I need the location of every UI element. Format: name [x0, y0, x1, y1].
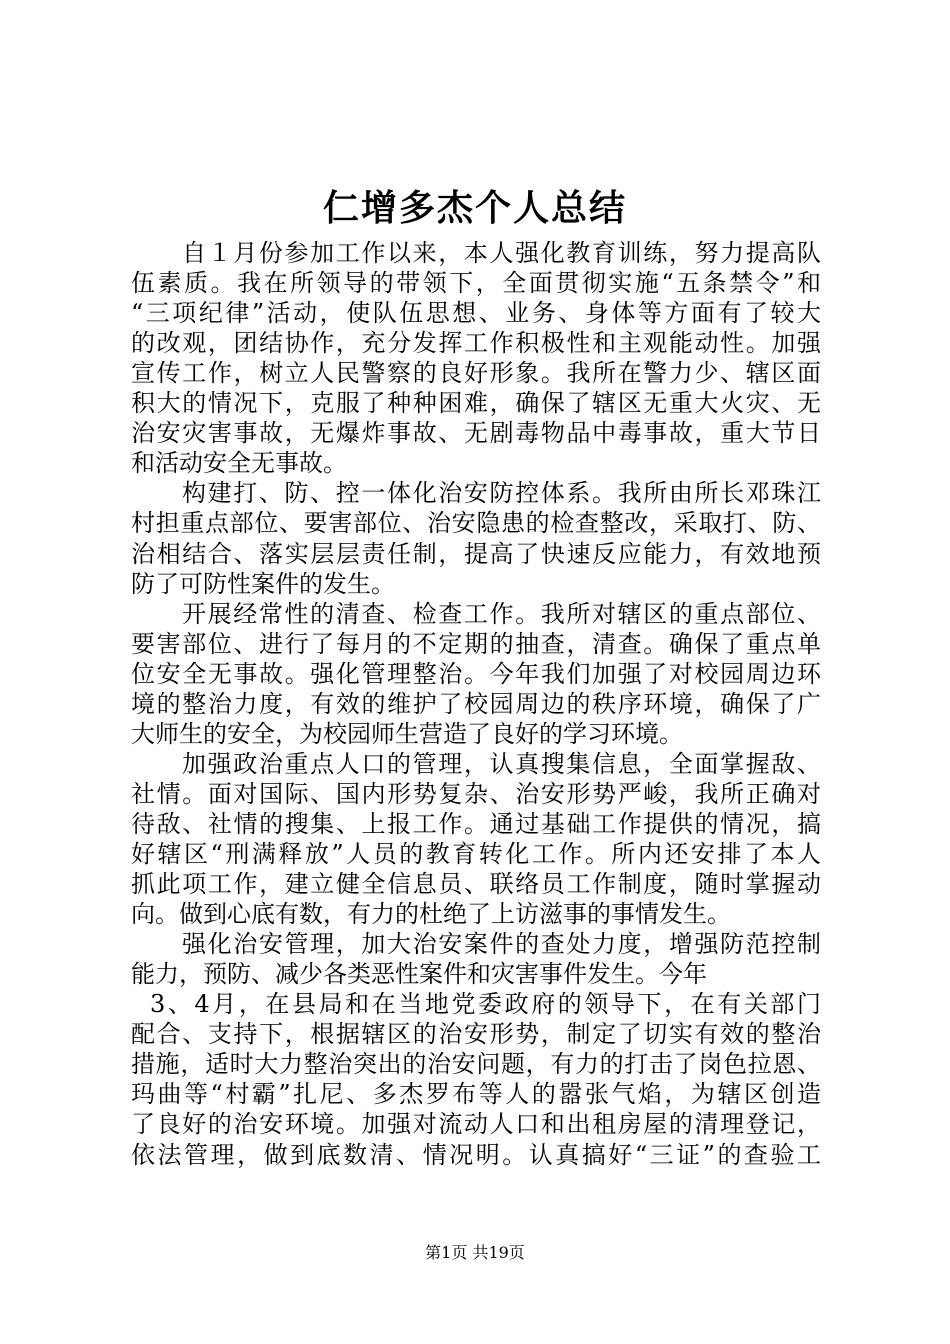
body-line: 开展经常性的清查、检查工作。我所对辖区的重点部位、 [182, 600, 821, 628]
body-line: 依法管理，做到底数清、情况明。认真搞好“三证”的查验工 [131, 1141, 821, 1169]
body-line: 社情。面对国际、国内形势复杂、治安形势严峻，我所正确对 [131, 780, 821, 808]
document-title: 仁增多杰个人总结 [322, 187, 627, 229]
body-line: 村担重点部位、要害部位、治安隐患的检查整改，采取打、防、 [131, 509, 821, 537]
body-line: “三项纪律”活动，使队伍思想、业务、身体等方面有了较大 [131, 299, 821, 327]
body-line: 自１月份参加工作以来，本人强化教育训练，努力提高队 [182, 239, 821, 267]
body-line: 境的整治力度，有效的维护了校园周边的秩序环境，确保了广 [131, 690, 821, 718]
body-line: 配合、支持下，根据辖区的治安形势，制定了切实有效的整治 [131, 1020, 821, 1048]
body-line: 抓此项工作，建立健全信息员、联络员工作制度，随时掌握动 [131, 870, 821, 898]
body-line: 大师生的安全，为校园师生营造了良好的学习环境。 [131, 720, 683, 748]
body-line: 能力，预防、减少各类恶性案件和灾害事件发生。今年 [131, 960, 707, 988]
page-number-footer: 第1页 共19页 [425, 1243, 525, 1262]
body-line: 治相结合、落实层层责任制，提高了快速反应能力，有效地预 [131, 540, 821, 568]
body-line: 3、4月，在县局和在当地党委政府的领导下，在有关部门 [150, 990, 821, 1018]
body-line: 措施，适时大力整治突出的治安问题，有力的打击了岗色拉恩、 [131, 1050, 821, 1078]
body-line: 了良好的治安环境。加强对流动人口和出租房屋的清理登记， [131, 1110, 821, 1138]
body-line: 待敌、社情的搜集、上报工作。通过基础工作提供的情况，搞 [131, 810, 821, 838]
body-line: 位安全无事故。强化管理整治。今年我们加强了对校园周边环 [131, 660, 821, 688]
body-line: 伍素质。我在所领导的带领下，全面贯彻实施“五条禁令”和 [131, 269, 821, 297]
body-line: 积大的情况下，克服了种种困难，确保了辖区无重大火灾、无 [131, 389, 821, 417]
body-line: 防了可防性案件的发生。 [131, 570, 395, 598]
body-line: 的改观，团结协作，充分发挥工作积极性和主观能动性。加强 [131, 329, 821, 357]
body-line: 玛曲等“村霸”扎尼、多杰罗布等人的嚣张气焰，为辖区创造 [131, 1080, 821, 1108]
body-line: 宣传工作，树立人民警察的良好形象。我所在警力少、辖区面 [131, 359, 821, 387]
body-line: 要害部位、进行了每月的不定期的抽查，清查。确保了重点单 [131, 630, 821, 658]
body-line: 治安灾害事故，无爆炸事故、无剧毒物品中毒事故，重大节日 [131, 419, 821, 447]
body-line: 向。做到心底有数，有力的杜绝了上访滋事的事情发生。 [131, 900, 731, 928]
body-line: 好辖区“刑满释放”人员的教育转化工作。所内还安排了本人 [131, 840, 821, 868]
body-line: 构建打、防、控一体化治安防控体系。我所由所长邓珠江 [182, 479, 821, 507]
body-line: 加强政治重点人口的管理，认真搜集信息，全面掌握敌、 [182, 750, 821, 778]
body-line: 和活动安全无事故。 [131, 449, 347, 477]
body-line: 强化治安管理，加大治安案件的查处力度，增强防范控制 [182, 930, 821, 958]
